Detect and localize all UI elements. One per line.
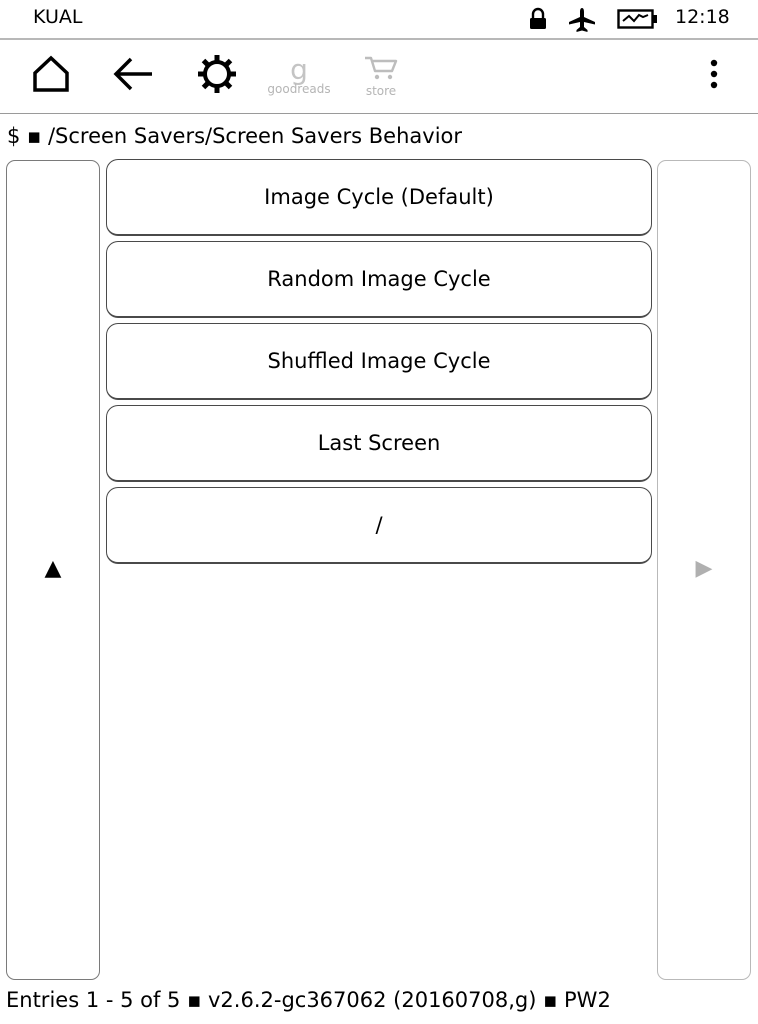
store-label: store <box>365 84 397 98</box>
settings-button[interactable] <box>192 40 242 112</box>
home-button[interactable] <box>26 40 76 112</box>
goodreads-label: goodreads <box>267 82 331 96</box>
overflow-menu-icon <box>709 59 719 93</box>
status-footer: Entries 1 - 5 of 5 ▪ v2.6.2-gc367062 (20160708,g) ▪ PW2 <box>6 988 611 1012</box>
goodreads-icon: g <box>290 53 308 86</box>
goodreads-button[interactable] <box>262 40 336 112</box>
app-name: KUAL <box>33 6 83 28</box>
up-arrow-icon: ▲ <box>44 556 62 581</box>
menu-item-label: Last Screen <box>317 431 441 455</box>
settings-gear-icon <box>196 53 238 99</box>
clock-time: 12:18 <box>675 6 730 28</box>
next-arrow-icon: ▶ <box>695 556 713 581</box>
menu-item-last-screen[interactable] <box>106 405 652 482</box>
store-cart-icon <box>363 55 399 85</box>
menu-item-label: Image Cycle (Default) <box>264 185 494 209</box>
battery-charging-icon <box>617 7 659 31</box>
menu-item-root[interactable] <box>106 487 652 564</box>
status-bar <box>0 0 758 40</box>
airplane-icon <box>567 7 597 31</box>
breadcrumb: $ ▪ /Screen Savers/Screen Savers Behavior <box>7 124 463 148</box>
page-up-button[interactable] <box>6 160 100 980</box>
home-icon <box>31 54 71 98</box>
menu-list <box>106 159 652 569</box>
overflow-menu-button[interactable] <box>694 40 734 112</box>
menu-item-shuffled-image-cycle[interactable] <box>106 323 652 400</box>
menu-item-label: / <box>375 513 383 537</box>
top-toolbar <box>0 40 758 114</box>
menu-item-label: Shuffled Image Cycle <box>267 349 491 373</box>
menu-item-image-cycle-default[interactable] <box>106 159 652 236</box>
next-page-button[interactable] <box>657 160 751 980</box>
back-arrow-icon <box>112 56 154 96</box>
menu-item-random-image-cycle[interactable] <box>106 241 652 318</box>
back-button[interactable] <box>108 40 158 112</box>
lock-icon <box>528 7 548 31</box>
store-button[interactable] <box>356 40 406 112</box>
menu-item-label: Random Image Cycle <box>267 267 491 291</box>
